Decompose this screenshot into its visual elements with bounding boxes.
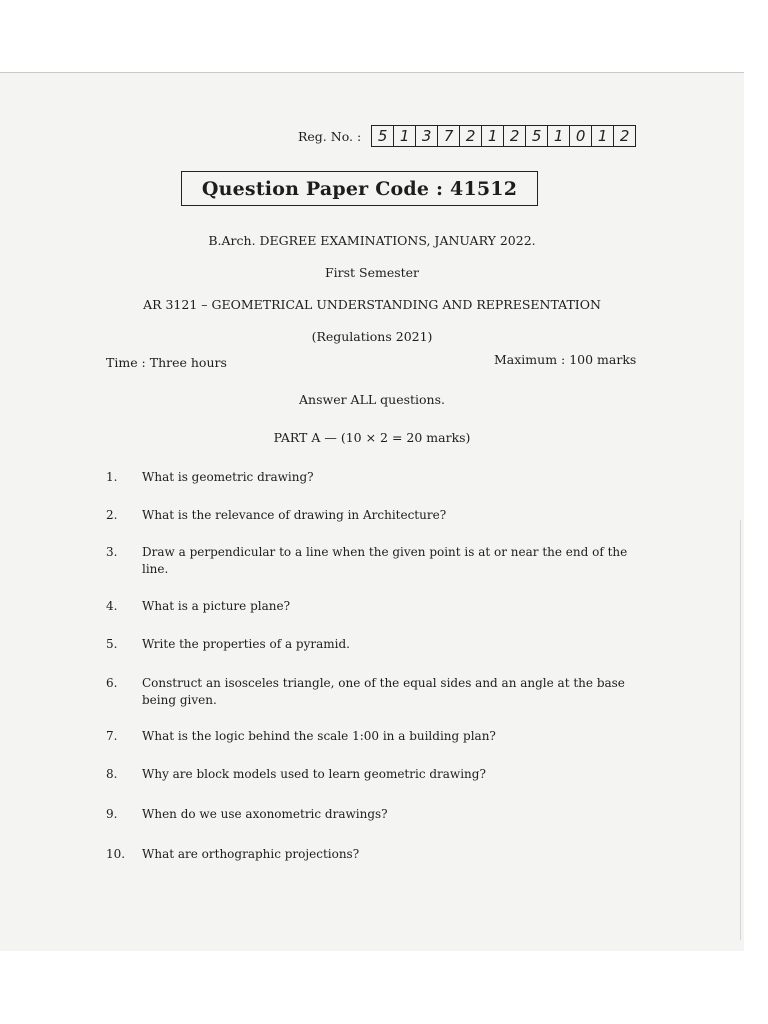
registration-digit: 1 (482, 126, 504, 146)
question-number: 1. (106, 470, 118, 484)
question-text: Why are block models used to learn geometric drawing? (142, 767, 486, 781)
registration-digit: 3 (416, 126, 438, 146)
registration-digit: 5 (526, 126, 548, 146)
registration-digit: 1 (394, 126, 416, 146)
registration-boxes (371, 125, 636, 147)
question-item (106, 507, 646, 524)
registration-digit: 2 (460, 126, 482, 146)
question-item (106, 544, 646, 578)
maximum-marks: Maximum : 100 marks (494, 352, 637, 367)
exam-title: B.Arch. DEGREE EXAMINATIONS, JANUARY 2022. (208, 233, 536, 248)
question-number: 6. (106, 676, 118, 690)
question-item (106, 469, 646, 486)
question-item (106, 675, 646, 709)
instruction: Answer ALL questions. (299, 392, 445, 407)
regulations: (Regulations 2021) (311, 329, 433, 344)
question-text: When do we use axonometric drawings? (142, 807, 388, 821)
question-number: 9. (106, 807, 118, 821)
question-number: 4. (106, 599, 118, 613)
paper-edge-line (740, 520, 741, 940)
registration-digit: 1 (592, 126, 614, 146)
paper-code-box (181, 171, 538, 206)
question-text: What are orthographic projections? (142, 847, 360, 861)
question-item (106, 728, 646, 745)
question-number: 7. (106, 729, 118, 743)
question-item (106, 598, 646, 615)
question-number: 10. (106, 847, 126, 861)
exam-duration: Time : Three hours (106, 355, 227, 370)
question-number: 8. (106, 767, 118, 781)
part-heading: PART A — (10 × 2 = 20 marks) (273, 430, 471, 445)
question-item (106, 766, 646, 783)
question-text: What is the relevance of drawing in Architecture? (142, 508, 447, 522)
question-item (106, 806, 646, 823)
question-number: 2. (106, 508, 118, 522)
registration-digit: 7 (438, 126, 460, 146)
registration-digit: 1 (548, 126, 570, 146)
question-text: What is the logic behind the scale 1:00 in a building plan? (142, 729, 496, 743)
question-text: Construct an isosceles triangle, one of the equal sides and an angle at the base being given. (142, 676, 625, 707)
question-item (106, 846, 646, 863)
registration-digit: 2 (504, 126, 526, 146)
semester: First Semester (324, 265, 420, 280)
registration-number (298, 124, 636, 148)
paper-code: Question Paper Code : 41512 (201, 177, 518, 200)
registration-digit: 0 (570, 126, 592, 146)
course-title: AR 3121 – GEOMETRICAL UNDERSTANDING AND REPRESENTATION (143, 297, 601, 312)
question-text: Write the properties of a pyramid. (142, 637, 350, 651)
registration-digit: 5 (372, 126, 394, 146)
question-number: 3. (106, 545, 118, 559)
question-text: What is a picture plane? (142, 599, 291, 613)
question-number: 5. (106, 637, 118, 651)
registration-digit: 2 (619, 126, 630, 145)
registration-label: Reg. No. : (298, 128, 362, 144)
question-text: What is geometric drawing? (142, 470, 314, 484)
question-text: Draw a perpendicular to a line when the given point is at or near the end of the line. (142, 545, 628, 576)
question-item (106, 636, 646, 653)
